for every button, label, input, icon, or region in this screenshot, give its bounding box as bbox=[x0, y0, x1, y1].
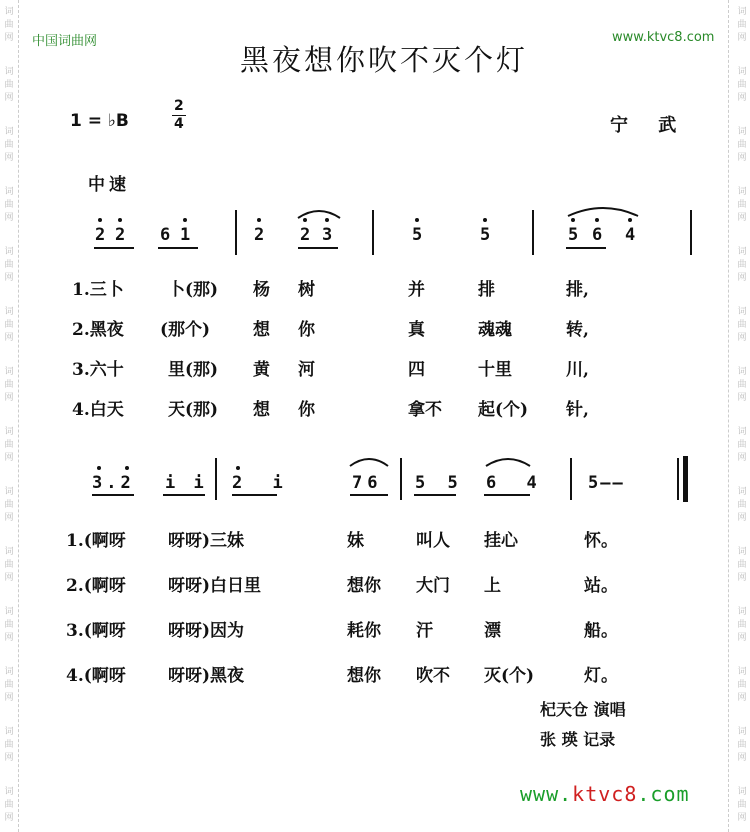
credit-recorder: 张 瑛 记录 bbox=[540, 730, 616, 749]
bar-line bbox=[400, 458, 402, 500]
note: 2 i bbox=[232, 473, 293, 493]
time-signature bbox=[172, 98, 186, 133]
note: 2 bbox=[95, 225, 106, 245]
lyric: 你 bbox=[298, 320, 315, 340]
octave-dot bbox=[125, 466, 129, 470]
lyric: 排 bbox=[478, 280, 495, 300]
lyric: 站。 bbox=[584, 576, 618, 596]
lyric: 吹不 bbox=[416, 666, 450, 686]
lyric: 魂魂 bbox=[478, 320, 512, 340]
lyric: 针, bbox=[566, 400, 589, 420]
octave-dot bbox=[236, 466, 240, 470]
lyric: 2.(啊呀 bbox=[66, 576, 126, 596]
watermark-text: 词 曲 网 bbox=[4, 607, 14, 643]
watermark-text: 词 曲 网 bbox=[4, 667, 14, 703]
lyric: 怀。 bbox=[584, 531, 618, 551]
watermark-text: 词 曲 网 bbox=[737, 427, 747, 463]
lyric: 妹 bbox=[347, 531, 364, 551]
lyric: 漂 bbox=[484, 621, 501, 641]
note: 2 bbox=[300, 225, 311, 245]
watermark-text: 词 曲 网 bbox=[737, 787, 747, 823]
note: 1 bbox=[180, 225, 191, 245]
note: 5 bbox=[480, 225, 491, 245]
lyric: 呀呀)因为 bbox=[168, 621, 245, 641]
note: 5 5 bbox=[415, 473, 464, 493]
lyric: 树 bbox=[298, 280, 315, 300]
lyric: 你 bbox=[298, 400, 315, 420]
lyric: 十里 bbox=[478, 360, 512, 380]
note: 76 bbox=[352, 473, 383, 493]
note: 2 bbox=[254, 225, 265, 245]
slur bbox=[348, 454, 390, 468]
bar-line bbox=[532, 210, 534, 255]
octave-dot bbox=[415, 218, 419, 222]
beam bbox=[566, 247, 606, 249]
lyric: 拿不 bbox=[408, 400, 442, 420]
note: 5 bbox=[568, 225, 579, 245]
slur bbox=[566, 204, 640, 218]
watermark-text: 词 曲 网 bbox=[737, 7, 747, 43]
time-signature-bottom: 4 bbox=[174, 116, 184, 132]
beam bbox=[92, 494, 134, 496]
bar-line bbox=[570, 458, 572, 500]
watermark-text: 词 曲 网 bbox=[737, 127, 747, 163]
watermark-text: 词 曲 网 bbox=[4, 247, 14, 283]
lyric: 想 bbox=[253, 400, 270, 420]
lyric: 灭(个) bbox=[484, 666, 535, 686]
bar-line bbox=[372, 210, 374, 255]
note: 5 bbox=[412, 225, 423, 245]
note: 3 bbox=[322, 225, 333, 245]
lyric: 杨 bbox=[253, 280, 270, 300]
watermark-text: 词 曲 网 bbox=[4, 67, 14, 103]
lyric: 排, bbox=[566, 280, 589, 300]
octave-dot bbox=[628, 218, 632, 222]
watermark-text: 词 曲 网 bbox=[737, 307, 747, 343]
watermark-text: 词 曲 网 bbox=[737, 547, 747, 583]
watermark-text: 词 曲 网 bbox=[737, 727, 747, 763]
watermark-text: 词 曲 网 bbox=[737, 67, 747, 103]
beam bbox=[414, 494, 456, 496]
key-signature: 1 = ♭B bbox=[70, 111, 129, 131]
final-bar-line-thin bbox=[677, 458, 679, 500]
lyric: 汗 bbox=[416, 621, 433, 641]
lyric: 上 bbox=[484, 576, 501, 596]
bar-line bbox=[215, 458, 217, 500]
credit-singer: 杞天仓 演唱 bbox=[540, 700, 626, 719]
beam bbox=[232, 494, 277, 496]
octave-dot bbox=[571, 218, 575, 222]
lyric: 想你 bbox=[347, 576, 381, 596]
beam bbox=[484, 494, 530, 496]
octave-dot bbox=[595, 218, 599, 222]
slur bbox=[484, 454, 532, 468]
watermark-text: 词 曲 网 bbox=[4, 187, 14, 223]
song-title: 黑夜想你吹不灭个灯 bbox=[240, 43, 529, 77]
lyric: 川, bbox=[566, 360, 589, 380]
bar-line bbox=[690, 210, 692, 255]
footer-url-part: ktvc8 bbox=[572, 782, 638, 806]
watermark-text: 词 曲 网 bbox=[737, 667, 747, 703]
lyric: 里(那) bbox=[168, 360, 219, 380]
beam bbox=[163, 494, 205, 496]
site-name-left[interactable]: 中国词曲网 bbox=[32, 34, 98, 49]
beam bbox=[158, 247, 198, 249]
left-watermark-strip bbox=[0, 0, 19, 832]
octave-dot bbox=[257, 218, 261, 222]
watermark-text: 词 曲 网 bbox=[737, 187, 747, 223]
watermark-text: 词 曲 网 bbox=[4, 307, 14, 343]
lyric: 卜(那) bbox=[168, 280, 219, 300]
lyric: 4.(啊呀 bbox=[66, 666, 126, 686]
lyric: 4.白天 bbox=[72, 400, 124, 420]
lyric: 1.(啊呀 bbox=[66, 531, 126, 551]
watermark-text: 词 曲 网 bbox=[737, 367, 747, 403]
note: 6 4 bbox=[486, 473, 547, 493]
lyric: 呀呀)三妹 bbox=[168, 531, 245, 551]
watermark-text: 词 曲 网 bbox=[737, 487, 747, 523]
note: 6 bbox=[160, 225, 171, 245]
lyric: 天(那) bbox=[168, 400, 219, 420]
octave-dot bbox=[118, 218, 122, 222]
lyric: 耗你 bbox=[347, 621, 381, 641]
beam bbox=[298, 247, 338, 249]
watermark-text: 词 曲 网 bbox=[737, 607, 747, 643]
lyric: 转, bbox=[566, 320, 589, 340]
octave-dot bbox=[483, 218, 487, 222]
lyric: 3.(啊呀 bbox=[66, 621, 126, 641]
watermark-text: 词 曲 网 bbox=[4, 367, 14, 403]
lyric: 3.六十 bbox=[72, 360, 124, 380]
watermark-text: 词 曲 网 bbox=[4, 7, 14, 43]
watermark-text: 词 曲 网 bbox=[4, 787, 14, 823]
lyric: 四 bbox=[408, 360, 425, 380]
lyric: 2.黑夜 bbox=[72, 320, 124, 340]
note: 4 bbox=[625, 225, 636, 245]
note: i i bbox=[165, 473, 208, 493]
lyric: 挂心 bbox=[484, 531, 518, 551]
beam bbox=[94, 247, 134, 249]
lyric: 呀呀)黑夜 bbox=[168, 666, 245, 686]
lyric: 灯。 bbox=[584, 666, 618, 686]
watermark-text: 词 曲 网 bbox=[737, 247, 747, 283]
lyric: 大门 bbox=[416, 576, 450, 596]
watermark-text: 词 曲 网 bbox=[4, 487, 14, 523]
site-url-right[interactable]: www.ktvc8.com bbox=[612, 30, 715, 45]
lyric: 河 bbox=[298, 360, 315, 380]
lyric: 并 bbox=[408, 280, 425, 300]
lyric: 船。 bbox=[584, 621, 618, 641]
note: 2 bbox=[115, 225, 126, 245]
bar-line bbox=[235, 210, 237, 255]
lyric: 呀呀)白日里 bbox=[168, 576, 262, 596]
right-watermark-strip bbox=[728, 0, 750, 832]
octave-dot bbox=[98, 218, 102, 222]
lyric: 真 bbox=[408, 320, 425, 340]
watermark-text: 词 曲 网 bbox=[4, 727, 14, 763]
watermark-text: 词 曲 网 bbox=[4, 547, 14, 583]
tempo-marking: 中速 bbox=[88, 175, 130, 195]
lyric: 起(个) bbox=[478, 400, 529, 420]
lyric: 叫人 bbox=[416, 531, 450, 551]
lyric: 1.三卜 bbox=[72, 280, 124, 300]
lyric: 想 bbox=[253, 320, 270, 340]
beam bbox=[350, 494, 388, 496]
octave-dot bbox=[183, 218, 187, 222]
footer-url-part: www. bbox=[520, 782, 573, 806]
note: 3.2 bbox=[92, 473, 135, 493]
lyric: 想你 bbox=[347, 666, 381, 686]
footer-url[interactable] bbox=[520, 782, 690, 806]
watermark-text: 词 曲 网 bbox=[4, 427, 14, 463]
final-bar-line-thick bbox=[683, 456, 688, 502]
watermark-text: 词 曲 网 bbox=[4, 127, 14, 163]
note: 5—— bbox=[588, 473, 625, 493]
time-signature-top: 2 bbox=[174, 98, 184, 114]
lyric: (那个) bbox=[160, 320, 211, 340]
note: 6 bbox=[592, 225, 603, 245]
lyric: 黄 bbox=[253, 360, 270, 380]
footer-url-part: .com bbox=[637, 782, 690, 806]
octave-dot bbox=[97, 466, 101, 470]
slur bbox=[296, 206, 342, 220]
composer: 宁 武 bbox=[610, 115, 689, 136]
